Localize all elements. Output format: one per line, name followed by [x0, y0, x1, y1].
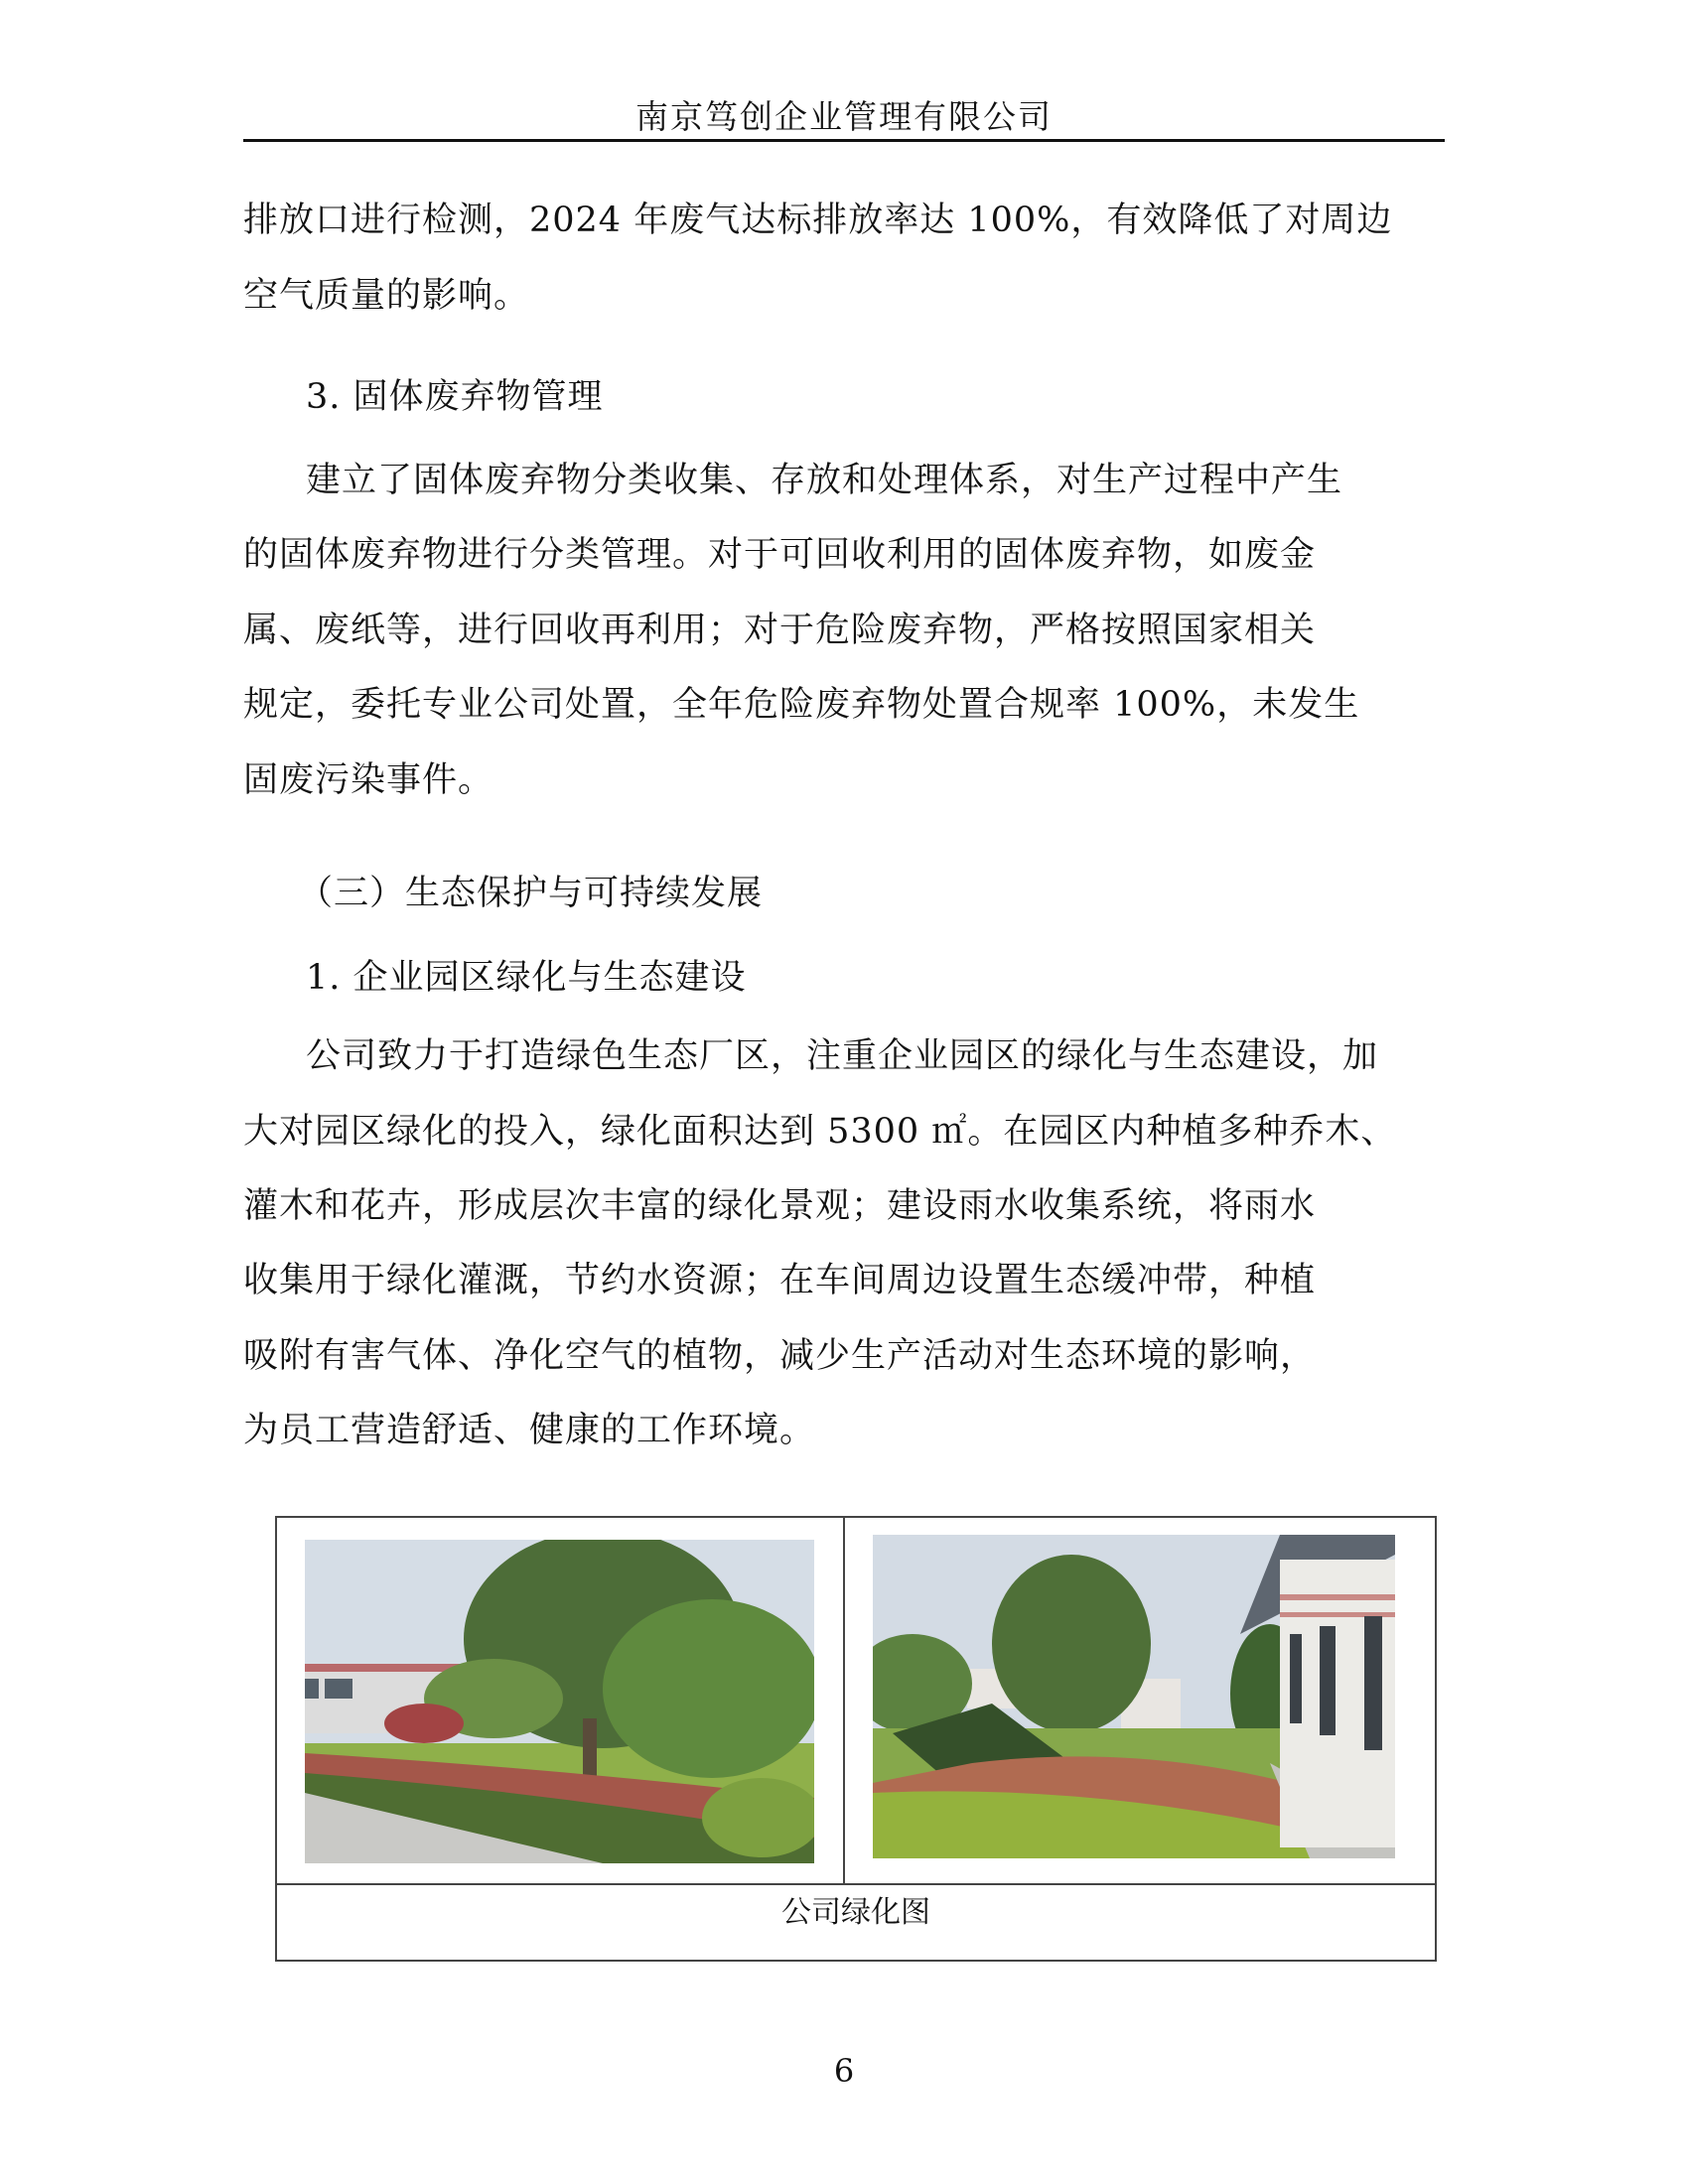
section-1-line-4: 收集用于绿化灌溉，节约水资源；在车间周边设置生态缓冲带，种植	[243, 1261, 1317, 1300]
section-1-line-3: 灌木和花卉，形成层次丰富的绿化景观；建设雨水收集系统，将雨水	[243, 1186, 1317, 1226]
header-rule	[243, 139, 1445, 142]
figure-caption: 公司绿化图	[781, 1895, 930, 1930]
cell-divider	[843, 1518, 845, 1883]
figure-table	[275, 1516, 1437, 1962]
section-3-line-1: 建立了固体废弃物分类收集、存放和处理体系，对生产过程中产生	[306, 461, 1343, 500]
page-number: 6	[833, 2052, 855, 2090]
section-3-line-5: 固废污染事件。	[243, 760, 494, 800]
body-line-2: 空气质量的影响。	[243, 276, 530, 316]
photo-greenery-right	[873, 1535, 1395, 1858]
photo-greenery-left	[305, 1540, 814, 1863]
section-3-title: 3. 固体废弃物管理	[306, 377, 604, 417]
section-3-line-3: 属、废纸等，进行回收再利用；对于危险废弃物，严格按照国家相关	[243, 611, 1317, 650]
part-3-title: （三）生态保护与可持续发展	[298, 874, 764, 913]
section-1-line-2: 大对园区绿化的投入，绿化面积达到 5300 ㎡。在园区内种植多种乔木、	[243, 1112, 1397, 1152]
page-header: 南京笃创企业管理有限公司	[635, 97, 1053, 136]
section-1-title: 1. 企业园区绿化与生态建设	[306, 958, 747, 998]
section-3-line-4: 规定，委托专业公司处置，全年危险废弃物处置合规率 100%，未发生	[243, 685, 1360, 725]
section-1-line-5: 吸附有害气体、净化空气的植物，减少生产活动对生态环境的影响，	[243, 1336, 1317, 1376]
section-1-line-6: 为员工营造舒适、健康的工作环境。	[243, 1411, 816, 1450]
section-3-line-2: 的固体废弃物进行分类管理。对于可回收利用的固体废弃物，如废金	[243, 535, 1317, 575]
body-line-1: 排放口进行检测，2024 年废气达标排放率达 100%，有效降低了对周边	[243, 201, 1393, 240]
section-1-line-1: 公司致力于打造绿色生态厂区，注重企业园区的绿化与生态建设，加	[306, 1036, 1379, 1076]
